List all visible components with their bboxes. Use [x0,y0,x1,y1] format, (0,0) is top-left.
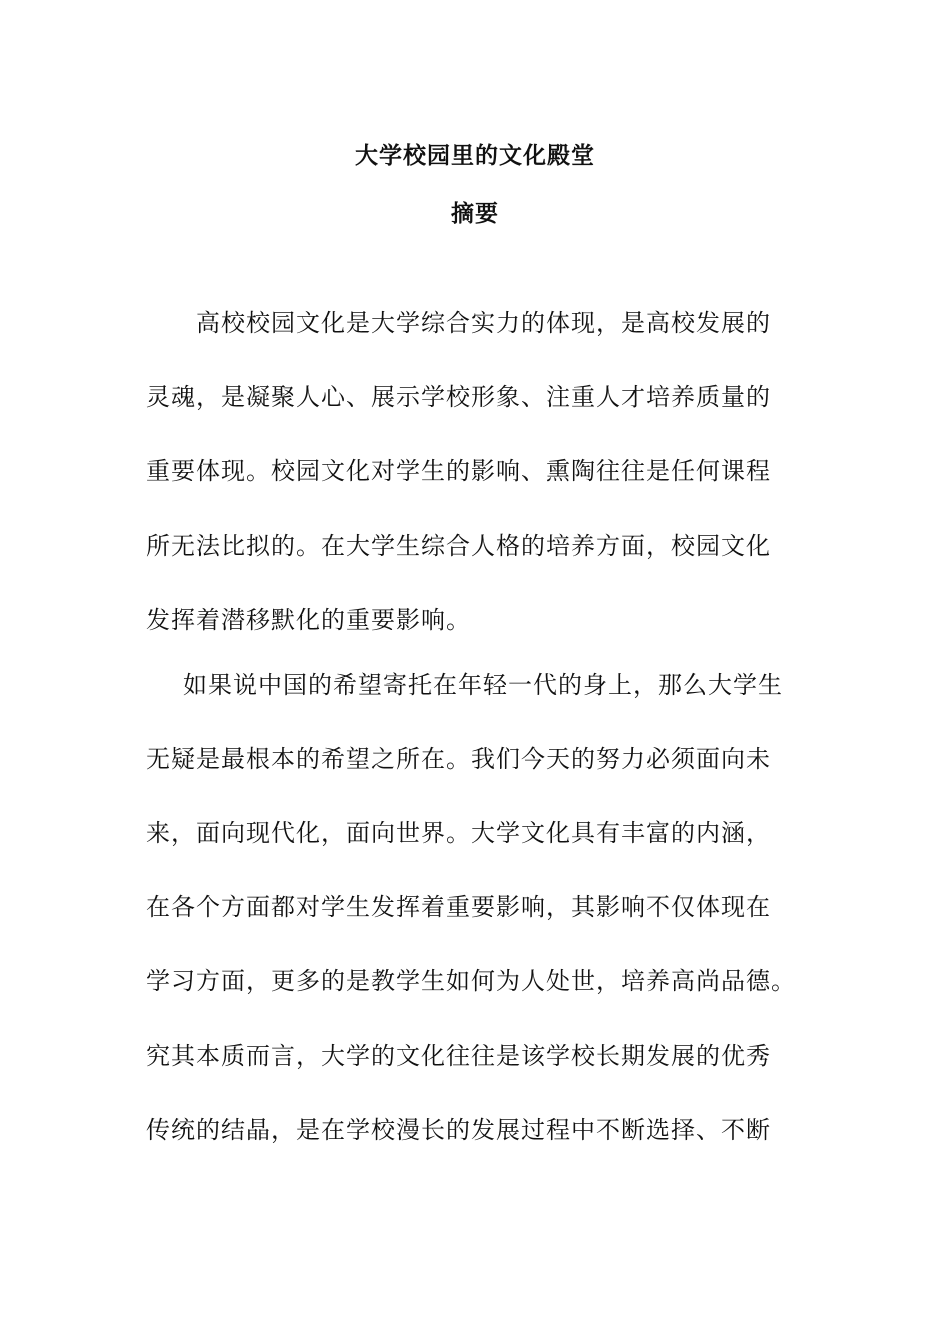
body-line: 高校校园文化是大学综合实力的体现，是高校发展的 [196,309,771,337]
body-line: 传统的结晶，是在学校漫长的发展过程中不断选择、不断 [146,1116,771,1144]
body-line: 重要体现。校园文化对学生的影响、熏陶往往是任何课程 [146,457,771,485]
abstract-heading: 摘要 [451,201,499,227]
body-line: 在各个方面都对学生发挥着重要影响，其影响不仅体现在 [146,893,771,921]
body-line: 究其本质而言，大学的文化往往是该学校长期发展的优秀 [146,1042,771,1070]
body-line: 如果说中国的希望寄托在年轻一代的身上，那么大学生 [183,671,783,699]
body-line: 所无法比拟的。在大学生综合人格的培养方面，校园文化 [146,532,771,560]
body-line: 灵魂，是凝聚人心、展示学校形象、注重人才培养质量的 [146,383,771,411]
body-line: 学习方面，更多的是教学生如何为人处世，培养高尚品德。 [146,967,796,995]
body-line: 无疑是最根本的希望之所在。我们今天的努力必须面向未 [146,745,771,773]
document-title: 大学校园里的文化殿堂 [355,143,595,169]
body-line: 来，面向现代化，面向世界。大学文化具有丰富的内涵， [146,819,771,847]
body-line: 发挥着潜移默化的重要影响。 [146,606,471,634]
